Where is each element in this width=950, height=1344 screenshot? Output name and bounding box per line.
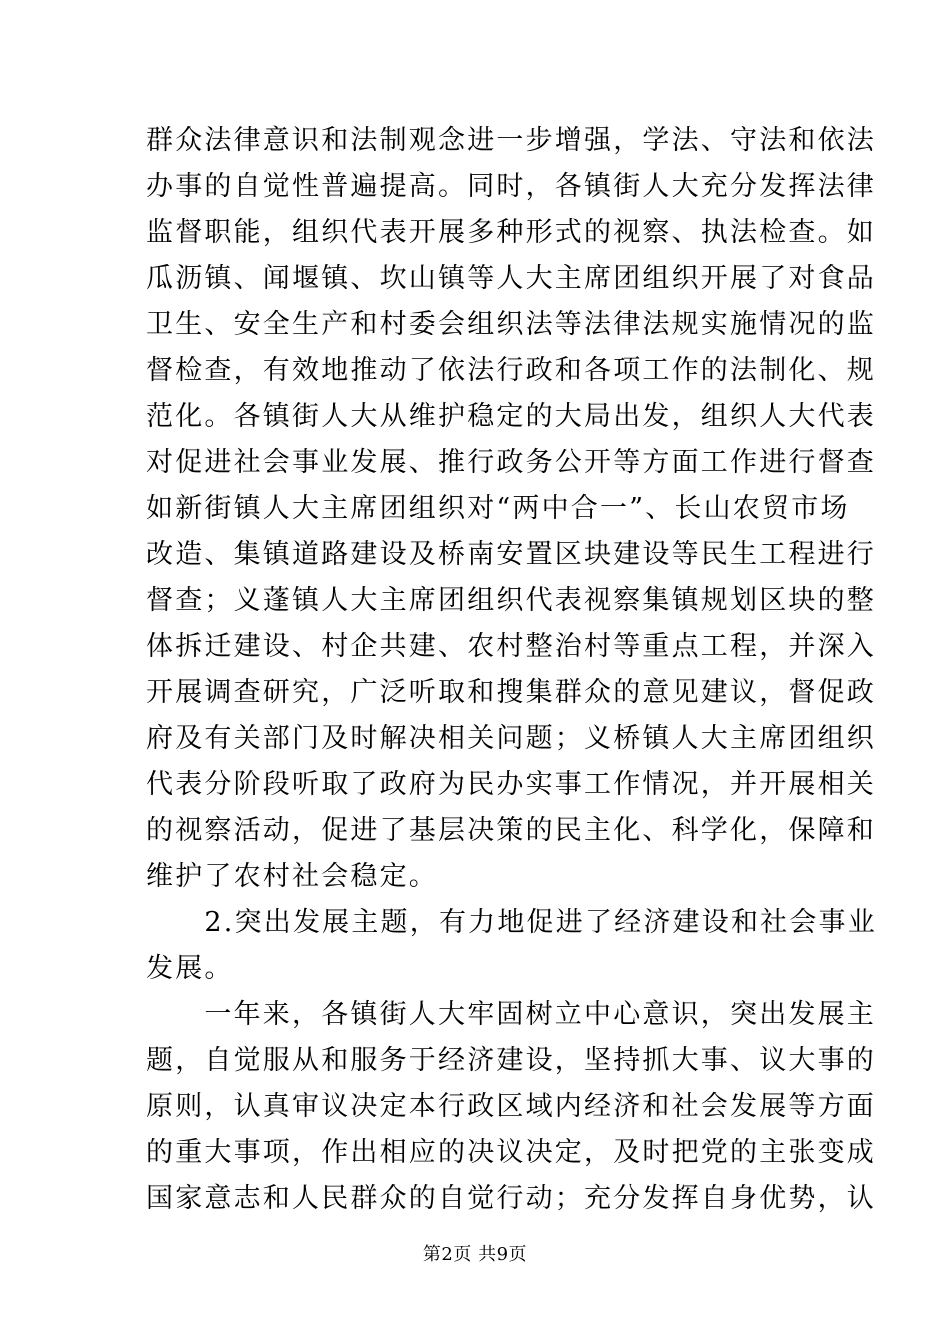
text-line: 国家意志和人民群众的自觉行动；充分发挥自身优势，认 [146, 1183, 876, 1214]
text-line: 督查；义蓬镇人大主席团组织代表视察集镇规划区块的整 [146, 585, 876, 616]
text-line: 府及有关部门及时解决相关问题；义桥镇人大主席团组织 [146, 723, 876, 754]
section-heading-line: 发展。 [146, 953, 234, 984]
text-line: 的重大事项，作出相应的决议决定，及时把党的主张变成 [146, 1137, 876, 1168]
page-number-footer: 第2页 共9页 [422, 1244, 528, 1265]
text-line: 卫生、安全生产和村委会组织法等法律法规实施情况的监 [146, 309, 876, 340]
text-line: 监督职能，组织代表开展多种形式的视察、执法检查。如 [146, 217, 876, 248]
text-line: 代表分阶段听取了政府为民办实事工作情况，并开展相关 [146, 769, 876, 800]
text-line: 办事的自觉性普遍提高。同时，各镇街人大充分发挥法律 [146, 171, 876, 202]
text-line: 原则，认真审议决定本行政区域内经济和社会发展等方面 [146, 1091, 876, 1122]
text-line: 范化。各镇街人大从维护稳定的大局出发，组织人大代表 [146, 401, 876, 432]
text-line: 瓜沥镇、闻堰镇、坎山镇等人大主席团组织开展了对食品 [146, 263, 876, 294]
text-line: 体拆迁建设、村企共建、农村整治村等重点工程，并深入 [146, 631, 876, 662]
text-line: 对促进社会事业发展、推行政务公开等方面工作进行督查 [146, 447, 876, 478]
text-line: 一年来，各镇街人大牢固树立中心意识，突出发展主 [146, 999, 876, 1030]
text-line: 督检查，有效地推动了依法行政和各项工作的法制化、规 [146, 355, 876, 386]
text-line: 的视察活动，促进了基层决策的民主化、科学化，保障和 [146, 815, 876, 846]
text-line: 群众法律意识和法制观念进一步增强，学法、守法和依法 [146, 125, 876, 156]
text-line: 改造、集镇道路建设及桥南安置区块建设等民生工程进行 [146, 539, 876, 570]
text-line: 题，自觉服从和服务于经济建设，坚持抓大事、议大事的 [146, 1045, 876, 1076]
section-heading-line: 2.突出发展主题，有力地促进了经济建设和社会事业 [146, 907, 877, 938]
text-line: 维护了农村社会稳定。 [146, 861, 438, 892]
text-line: 如新街镇人大主席团组织对“两中合一”、长山农贸市场 [146, 493, 850, 524]
text-line: 开展调查研究，广泛听取和搜集群众的意见建议，督促政 [146, 677, 876, 708]
body-text [146, 118, 877, 1222]
